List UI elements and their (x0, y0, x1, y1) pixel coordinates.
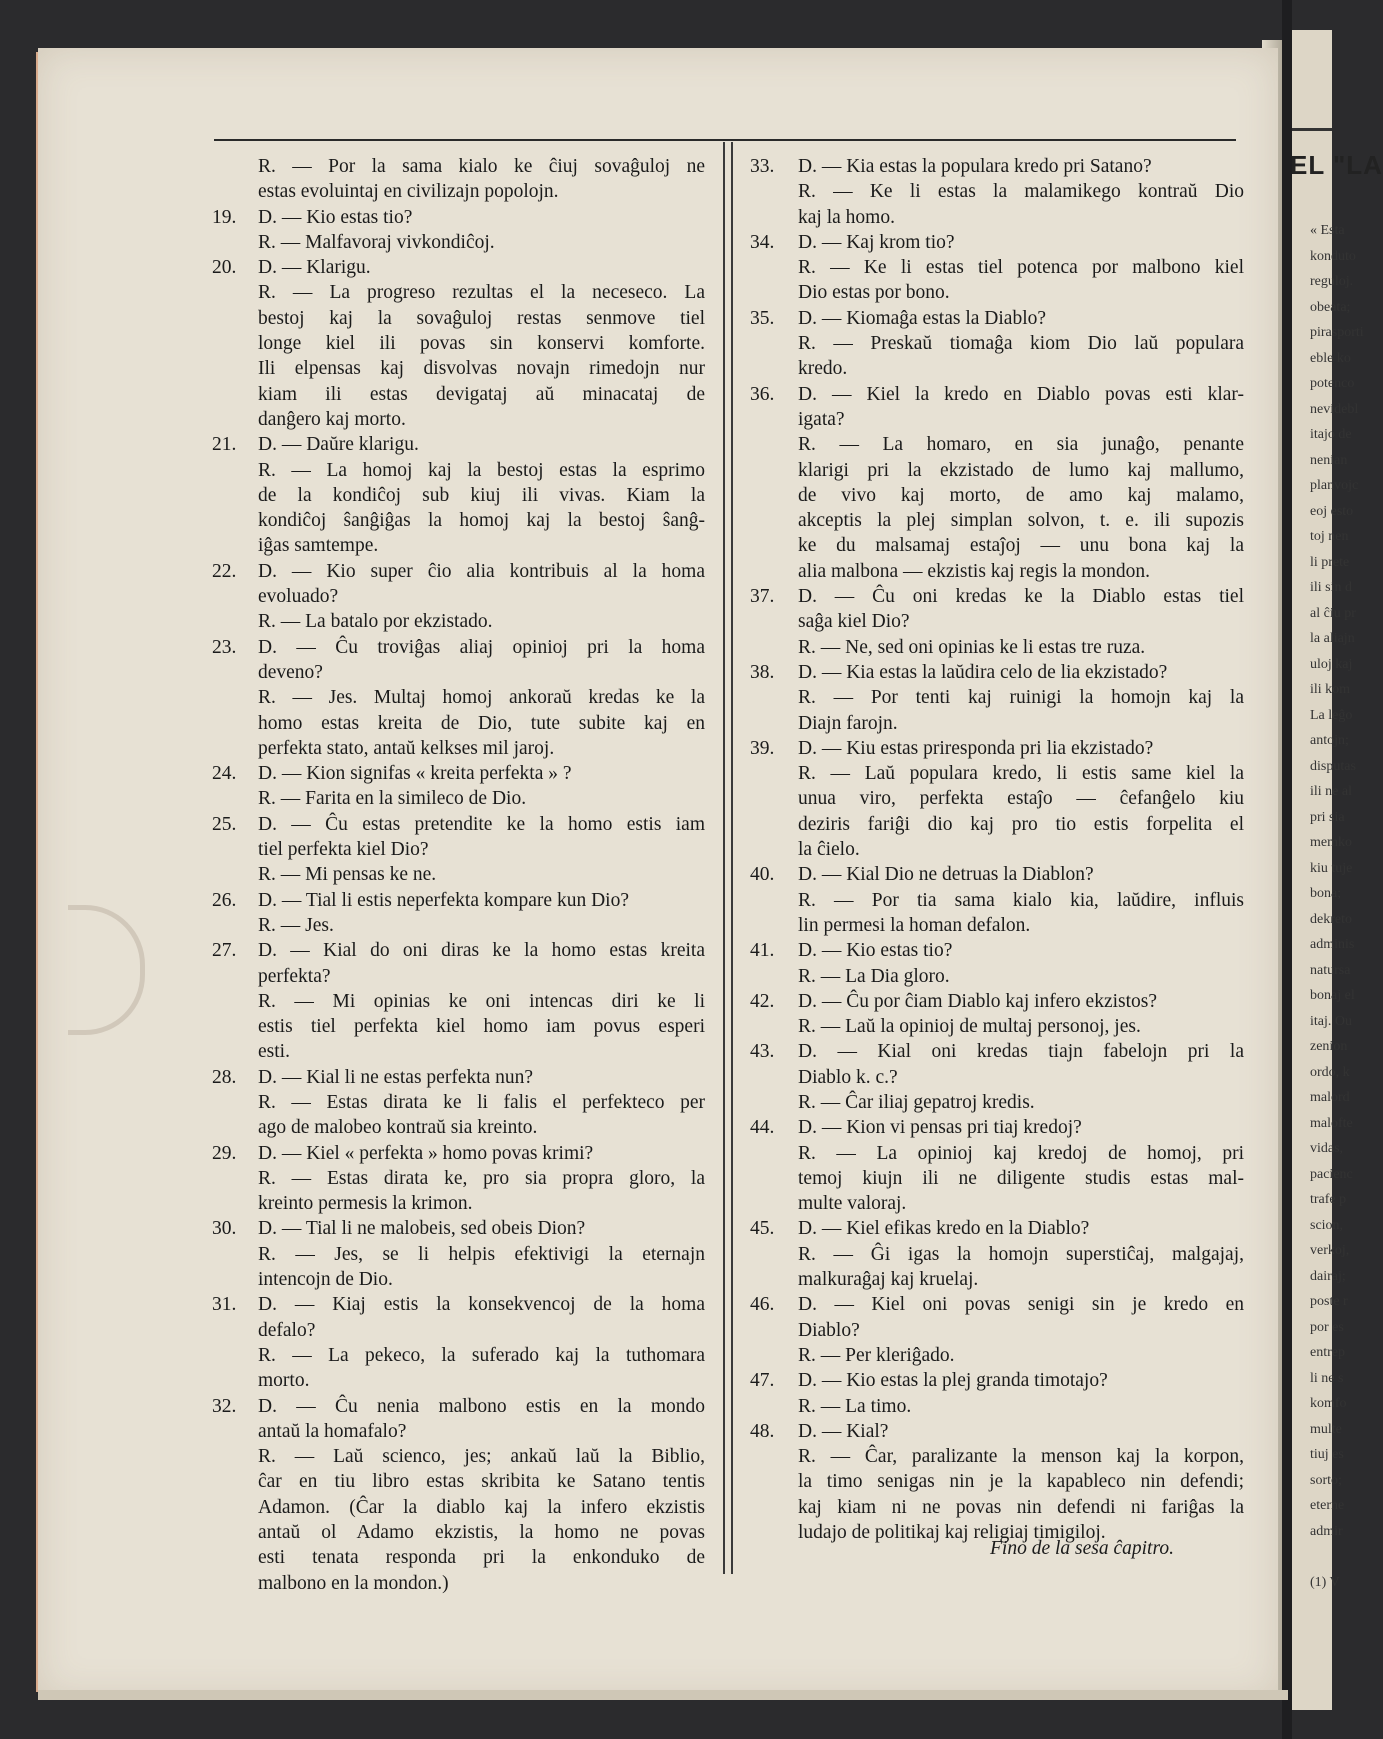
question-number: 46. (750, 1294, 775, 1316)
question-number: 47. (750, 1370, 775, 1392)
question-item (212, 1141, 705, 1217)
text-line: R. — La Dia gloro. (798, 965, 950, 987)
question-number: 36. (750, 383, 775, 405)
text-line: D. — Ĉu estas pretendite ke la homo estis iam (258, 813, 705, 835)
question-number: 45. (750, 1218, 775, 1240)
text-line: perfekta stato, antaŭ kelkses mil jaroj. (258, 737, 555, 759)
question-item (752, 1039, 1244, 1115)
text-line: de vivo kaj morto, de amo kaj malamo, (798, 484, 1244, 506)
question-item (752, 1216, 1244, 1292)
question-item (752, 989, 1244, 1040)
text-line: la timo senigas nin je la kapableco nin defendi; (798, 1471, 1244, 1493)
text-line: ke du malsamaj estaĵoj — unu bona kaj la (798, 535, 1244, 557)
question-number: 21. (212, 434, 237, 456)
text-line: R. — Laŭ scienco, jes; ankaŭ laŭ la Biblio, (258, 1446, 705, 1468)
text-line: Dio estas por bono. (798, 282, 950, 304)
question-number: 30. (212, 1218, 237, 1240)
text-line: R. — La opinioj kaj kredoj de homoj, pri (798, 1142, 1244, 1164)
question-number: 24. (212, 763, 237, 785)
text-line: bestoj kaj la sovaĝuloj restas senmove tiel (258, 307, 705, 329)
adjacent-text-fragment: admir (1310, 1523, 1343, 1539)
question-number: 42. (750, 990, 775, 1012)
adjacent-text-fragment: konduto (1310, 248, 1356, 264)
question-number: 27. (212, 940, 237, 962)
adjacent-text-fragment: entrep (1310, 1345, 1345, 1360)
adjacent-text-fragment: eoj esto (1310, 503, 1354, 519)
question-item (752, 584, 1244, 660)
question-item (752, 862, 1244, 938)
text-line: R. — Por tenti kaj ruinigi la homojn kaj la (798, 687, 1244, 709)
text-line: R. — Ĝi igas la homojn superstiĉaj, malgajaj, (798, 1243, 1244, 1265)
text-line: D. — Kiel la kredo en Diablo povas esti klar- (798, 383, 1244, 405)
adjacent-text-fragment: obeata; (1310, 299, 1351, 315)
question-number: 48. (750, 1420, 775, 1442)
text-line: R. — La homaro, en sia junaĝo, penante (798, 434, 1244, 456)
adjacent-text-fragment: poste r (1310, 1294, 1348, 1309)
text-line: iĝas samtempe. (258, 535, 379, 557)
text-line: estas evoluintaj en civilizajn popolojn. (258, 181, 559, 203)
text-line: intencojn de Dio. (258, 1269, 393, 1291)
text-line: R. — Laŭ la opinioj de multaj personoj, jes. (798, 1016, 1141, 1038)
text-line: R. — La progreso rezultas el la neceseco. La (258, 282, 705, 304)
adjacent-text-fragment: « Esta (1310, 223, 1345, 238)
adjacent-text-fragment: planvojc (1310, 478, 1359, 493)
adjacent-text-fragment: La leĝo (1310, 707, 1353, 723)
text-line: R. — Estas dirata ke, pro sia propra gloro, la (258, 1167, 705, 1189)
text-line: D. — Kio estas tio? (798, 940, 953, 962)
question-item (752, 154, 1244, 230)
question-item (212, 812, 705, 888)
adjacent-text-fragment: komfo (1310, 1396, 1347, 1411)
adjacent-text-fragment: antojn; (1310, 733, 1349, 748)
adjacent-text-fragment: malord (1310, 1090, 1350, 1105)
adjacent-text-fragment: pirasporti (1310, 325, 1364, 340)
question-item (752, 736, 1244, 862)
text-line: homo estas kreita de Dio, tute subite kaj en (258, 712, 705, 734)
question-item (212, 761, 705, 812)
column-divider (723, 142, 725, 1574)
adjacent-text-fragment: dekreto (1310, 911, 1352, 927)
question-number: 33. (750, 156, 775, 177)
question-number: 41. (750, 940, 775, 962)
text-line: R. — La batalo por ekzistado. (258, 611, 493, 633)
text-line: D. — Kial do oni diras ke la homo estas kreita (258, 940, 705, 962)
adjacent-text-fragment: ili kom (1310, 682, 1351, 697)
adjacent-text-fragment: toj nen (1310, 529, 1349, 544)
adjacent-text-fragment: disputas (1310, 758, 1356, 774)
text-line: Diablo? (798, 1319, 860, 1341)
adjacent-text-fragment: kiu tuje (1310, 860, 1353, 876)
text-line: deziris fariĝi dio kaj pro tio estis forpelita el (798, 813, 1244, 835)
text-line: Adamon. (Ĉar la diablo kaj la infero ekzistis (258, 1496, 705, 1518)
text-line: D. — Kiu estas priresponda pri lia ekzistado? (798, 737, 1154, 759)
question-number: 38. (750, 661, 775, 683)
text-line: antaŭ la homafalo? (258, 1420, 407, 1442)
question-item (212, 154, 705, 205)
adjacent-text-fragment: memko (1310, 835, 1352, 850)
text-line: R. — Preskaŭ tiomaĝa kiom Dio laŭ populara (798, 333, 1244, 355)
text-line: R. — Farita en la simileco de Dio. (258, 788, 527, 810)
text-line: R. — Per kleriĝado. (798, 1344, 955, 1366)
question-number: 35. (750, 307, 775, 329)
text-line: igata? (798, 408, 845, 430)
text-line: malkuraĝaj kaj kruelaj. (798, 1269, 979, 1291)
adjacent-text-fragment: dairaj; (1310, 1268, 1346, 1284)
adjacent-page-rule (1292, 128, 1332, 131)
chapter-end-note: Fino de la sesa ĉapitro. (990, 1538, 1174, 1559)
text-line: D. — Kio estas la plej granda timotajo? (798, 1370, 1108, 1392)
question-number: 39. (750, 737, 775, 759)
text-line: klarigi pri la ekzistado de lumo kaj mallumo, (798, 459, 1244, 481)
text-line: Diajn farojn. (798, 712, 898, 734)
adjacent-text-fragment: nenian (1310, 452, 1348, 468)
question-number: 29. (212, 1142, 237, 1164)
question-item (752, 660, 1244, 736)
text-line: alia malbona — ekzistis kaj regis la mondon. (798, 560, 1150, 582)
question-item (752, 1419, 1244, 1545)
text-line: R. — Estas dirata ke li falis el perfekteco per (258, 1091, 705, 1113)
text-line: R. — Ĉar, paralizante la menson kaj la korpon, (798, 1446, 1244, 1468)
question-number: 34. (750, 231, 775, 253)
text-line: R. — La timo. (798, 1395, 912, 1417)
text-line: kondiĉoj ŝanĝiĝas la homoj kaj la bestoj ŝanĝ- (258, 510, 705, 532)
question-number: 43. (750, 1041, 775, 1063)
question-item (212, 1394, 705, 1596)
text-line: defalo? (258, 1319, 316, 1341)
text-line: Diablo k. c.? (798, 1066, 898, 1088)
question-item (752, 306, 1244, 382)
adjacent-text-fragment: itajo de (1310, 427, 1352, 442)
text-line: D. — Ĉu por ĉiam Diablo kaj infero ekzistos? (798, 990, 1158, 1012)
text-line: ludajo de politikaj kaj religiaj timigiloj. (798, 1522, 1106, 1544)
adjacent-text-fragment: al ĉiu pr (1310, 605, 1356, 621)
text-line: D. — Kion vi pensas pri tiaj kredoj? (798, 1117, 1082, 1139)
question-item (212, 1292, 705, 1393)
question-number: 25. (212, 813, 237, 835)
text-line: Ili elpensas kaj disvolvas novajn rimedojn nur (258, 358, 705, 380)
text-line: danĝero kaj morto. (258, 408, 406, 430)
text-line: D. — Kiomaĝa estas la Diablo? (798, 307, 1047, 329)
question-number: 44. (750, 1117, 775, 1139)
question-item (752, 1368, 1244, 1419)
adjacent-text-fragment: adminis (1310, 937, 1355, 952)
adjacent-text-fragment: nevidebl (1310, 401, 1359, 417)
adjacent-page-title: EL "LA (1290, 150, 1383, 180)
question-number: 28. (212, 1066, 237, 1088)
question-item (752, 938, 1244, 989)
text-line: la ĉielo. (798, 839, 860, 861)
page-bottom-edge (38, 1690, 1288, 1700)
question-number: 19. (212, 206, 237, 228)
text-line: saĝa kiel Dio? (798, 611, 910, 633)
text-line: R. — Jes, se li helpis efektivigi la eternajn (258, 1243, 705, 1265)
adjacent-text-fragment: potenco (1310, 376, 1355, 391)
text-line: tiel perfekta kiel Dio? (258, 839, 429, 861)
adjacent-text-fragment: verkoj, (1310, 1243, 1350, 1258)
text-line: R. — Jes. Multaj homoj ankoraŭ kredas ke la (258, 687, 705, 709)
text-line: R. — Ke li estas la malamikego kontraŭ Dio (798, 181, 1244, 203)
column-divider (731, 142, 733, 1574)
text-line: D. — Kio estas tio? (258, 206, 413, 228)
adjacent-text-fragment: (1) V (1310, 1574, 1340, 1590)
text-line: D. — Kia estas la laŭdira celo de lia ekzistado? (798, 661, 1168, 683)
text-line: R. — Por la sama kialo ke ĉiuj sovaĝuloj ne (258, 156, 705, 177)
text-line: D. — Kiaj estis la konsekvencoj de la homa (258, 1294, 705, 1316)
text-line: malbono en la mondon.) (258, 1572, 449, 1594)
text-line: R. — Ke li estas tiel potenca por malbono kiel (798, 257, 1244, 279)
question-item (752, 230, 1244, 306)
text-line: R. — Ĉar iliaj gepatroj kredis. (798, 1091, 1035, 1113)
text-line: D. — Daŭre klarigu. (258, 434, 419, 456)
question-item (212, 559, 705, 635)
text-line: deveno? (258, 661, 323, 683)
question-number: 22. (212, 560, 237, 582)
adjacent-text-fragment: pri sia (1310, 809, 1345, 825)
adjacent-text-fragment: trafe p (1310, 1192, 1347, 1207)
text-line: unua viro, perfekta estaĵo — ĉefanĝelo kiu (798, 788, 1244, 810)
question-item (212, 255, 705, 432)
adjacent-text-fragment: sorto; (1310, 1472, 1342, 1488)
text-line: longe kiel ili povas sin konservi komforte. (258, 333, 705, 355)
text-line: kreinto permesis la krimon. (258, 1193, 473, 1215)
text-line: D. — Kiel efikas kredo en la Diablo? (798, 1218, 1090, 1240)
text-line: D. — Kial Dio ne detruas la Diablon? (798, 864, 1094, 886)
adjacent-text-fragment: eterne (1310, 1498, 1345, 1513)
text-line: kaj la homo. (798, 206, 895, 228)
text-line: esti. (258, 1041, 290, 1063)
adjacent-page-text (1310, 218, 1364, 1595)
adjacent-text-fragment: bona; (1310, 886, 1342, 901)
adjacent-text-fragment: pacienc (1310, 1166, 1353, 1182)
text-line: R. — La homoj kaj la bestoj estas la esprimo (258, 459, 705, 481)
text-line: de la kondiĉoj sub kiuj ili vivas. Kiam la (258, 484, 705, 506)
text-line: R. — Ne, sed oni opinias ke li estas tre ruza. (798, 636, 1146, 658)
text-line: ago de malobeo kontraŭ sia kreinto. (258, 1117, 538, 1139)
left-column (212, 154, 705, 1596)
question-item (212, 938, 705, 1064)
text-line: kiam ili estas devigataj aŭ minacataj de (258, 383, 705, 405)
text-line: D. — Kial? (798, 1420, 889, 1442)
text-line: R. — Mi opinias ke oni intencas diri ke li (258, 990, 705, 1012)
text-line: R. — Laŭ populara kredo, li estis same kiel la (798, 763, 1244, 785)
text-line: esti tenata responda pri la enkonduko de (258, 1547, 705, 1569)
header-rule (214, 139, 1236, 141)
text-line: D. — Kial oni kredas tiajn fabelojn pri la (798, 1041, 1244, 1063)
adjacent-text-fragment: la aliajn (1310, 631, 1355, 646)
text-line: D. — Kion signifas « kreita perfekta » ? (258, 763, 572, 785)
adjacent-text-fragment: bonaj el (1310, 988, 1355, 1003)
adjacent-text-fragment: por es (1310, 1319, 1344, 1335)
adjacent-text-fragment: ordo, k (1310, 1064, 1350, 1080)
adjacent-text-fragment: multe (1310, 1421, 1342, 1437)
adjacent-text-fragment: itaj. Ou (1310, 1013, 1352, 1029)
text-line: R. — Mi pensas ke ne. (258, 864, 437, 886)
question-number: 40. (750, 864, 775, 886)
adjacent-text-fragment: li prete (1310, 554, 1350, 570)
question-number: 32. (212, 1395, 237, 1417)
question-item (212, 1065, 705, 1141)
text-line: R. — Por tia sama kialo kia, laŭdire, influis (798, 889, 1244, 911)
text-line: multe valoraj. (798, 1193, 907, 1215)
adjacent-text-fragment (1310, 1544, 1340, 1570)
text-line: D. — Kial li ne estas perfekta nun? (258, 1066, 534, 1088)
text-line: evoluado? (258, 586, 339, 608)
text-line: D. — Kaj krom tio? (798, 231, 955, 253)
text-line: perfekta? (258, 965, 331, 987)
text-line: R. — La pekeco, la suferado kaj la tuthomara (258, 1344, 705, 1366)
adjacent-text-fragment: li ne s (1310, 1370, 1344, 1386)
question-number: 20. (212, 257, 237, 279)
adjacent-text-fragment: zenion (1310, 1039, 1348, 1054)
text-line: D. — Kiel oni povas senigi sin je kredo en (798, 1294, 1244, 1316)
adjacent-text-fragment: ili sin d (1310, 580, 1353, 595)
book-binding (1282, 0, 1292, 1739)
text-line: D. — Kia estas la populara kredo pri Satano? (798, 156, 1152, 177)
text-line: R. — Malfavoraj vivkondiĉoj. (258, 231, 495, 253)
question-item (212, 205, 705, 256)
adjacent-text-fragment: ili ne al (1310, 784, 1352, 799)
question-item (212, 1216, 705, 1292)
question-item (212, 635, 705, 761)
question-number: 31. (212, 1294, 237, 1316)
question-number: 23. (212, 636, 237, 658)
text-line: D. — Tial li estis neperfekta kompare kun Dio? (258, 889, 629, 911)
adjacent-text-fragment: natursa (1310, 962, 1351, 978)
text-line: lin permesi la homan defalon. (798, 914, 1031, 936)
question-item (752, 1292, 1244, 1368)
right-column (752, 154, 1244, 1545)
adjacent-text-fragment: vidas, (1310, 1141, 1344, 1156)
adjacent-text-fragment: tiuj es (1310, 1447, 1344, 1462)
text-line: estis tiel perfekta kiel homo iam povus esperi (258, 1016, 705, 1038)
text-line: D. — Ĉu troviĝas aliaj opinioj pri la homa (258, 636, 705, 658)
text-line: akceptis la plej simplan solvon, t. e. ili supozis (798, 510, 1244, 532)
text-line: temoj kiujn ili ne diligente studis estas mal- (798, 1167, 1244, 1189)
text-line: morto. (258, 1370, 310, 1392)
adjacent-text-fragment: uloj kaj (1310, 656, 1353, 672)
question-item (752, 1115, 1244, 1216)
text-line: D. — Ĉu oni kredas ke la Diablo estas tiel (798, 586, 1244, 608)
text-line: kaj kiam ni ne povas nin defendi ni fariĝas la (798, 1496, 1244, 1518)
text-line: D. — Kio super ĉio alia kontribuis al la homa (258, 560, 705, 582)
adjacent-text-fragment: eble ko (1310, 350, 1351, 366)
text-line: kredo. (798, 358, 848, 380)
adjacent-text-fragment: malofte (1310, 1115, 1353, 1131)
text-line: D. — Tial li ne malobeis, sed obeis Dion? (258, 1218, 586, 1240)
question-number: 26. (212, 889, 237, 911)
question-item (212, 888, 705, 939)
question-item (752, 382, 1244, 584)
text-line: antaŭ ol Adamo ekzistis, la homo ne povas (258, 1522, 705, 1544)
question-number: 37. (750, 586, 775, 608)
text-line: D. — Klarigu. (258, 257, 371, 279)
text-line: D. — Ĉu nenia malbono estis en la mondo (258, 1395, 705, 1417)
text-line: D. — Kiel « perfekta » homo povas krimi? (258, 1142, 594, 1164)
question-item (212, 432, 705, 558)
adjacent-text-fragment: scion, (1310, 1217, 1344, 1233)
adjacent-text-fragment: reguloj. (1310, 274, 1354, 289)
text-line: ĉar en tiu libro estas skribita ke Satano tentis (258, 1471, 705, 1493)
text-line: R. — Jes. (258, 914, 334, 936)
